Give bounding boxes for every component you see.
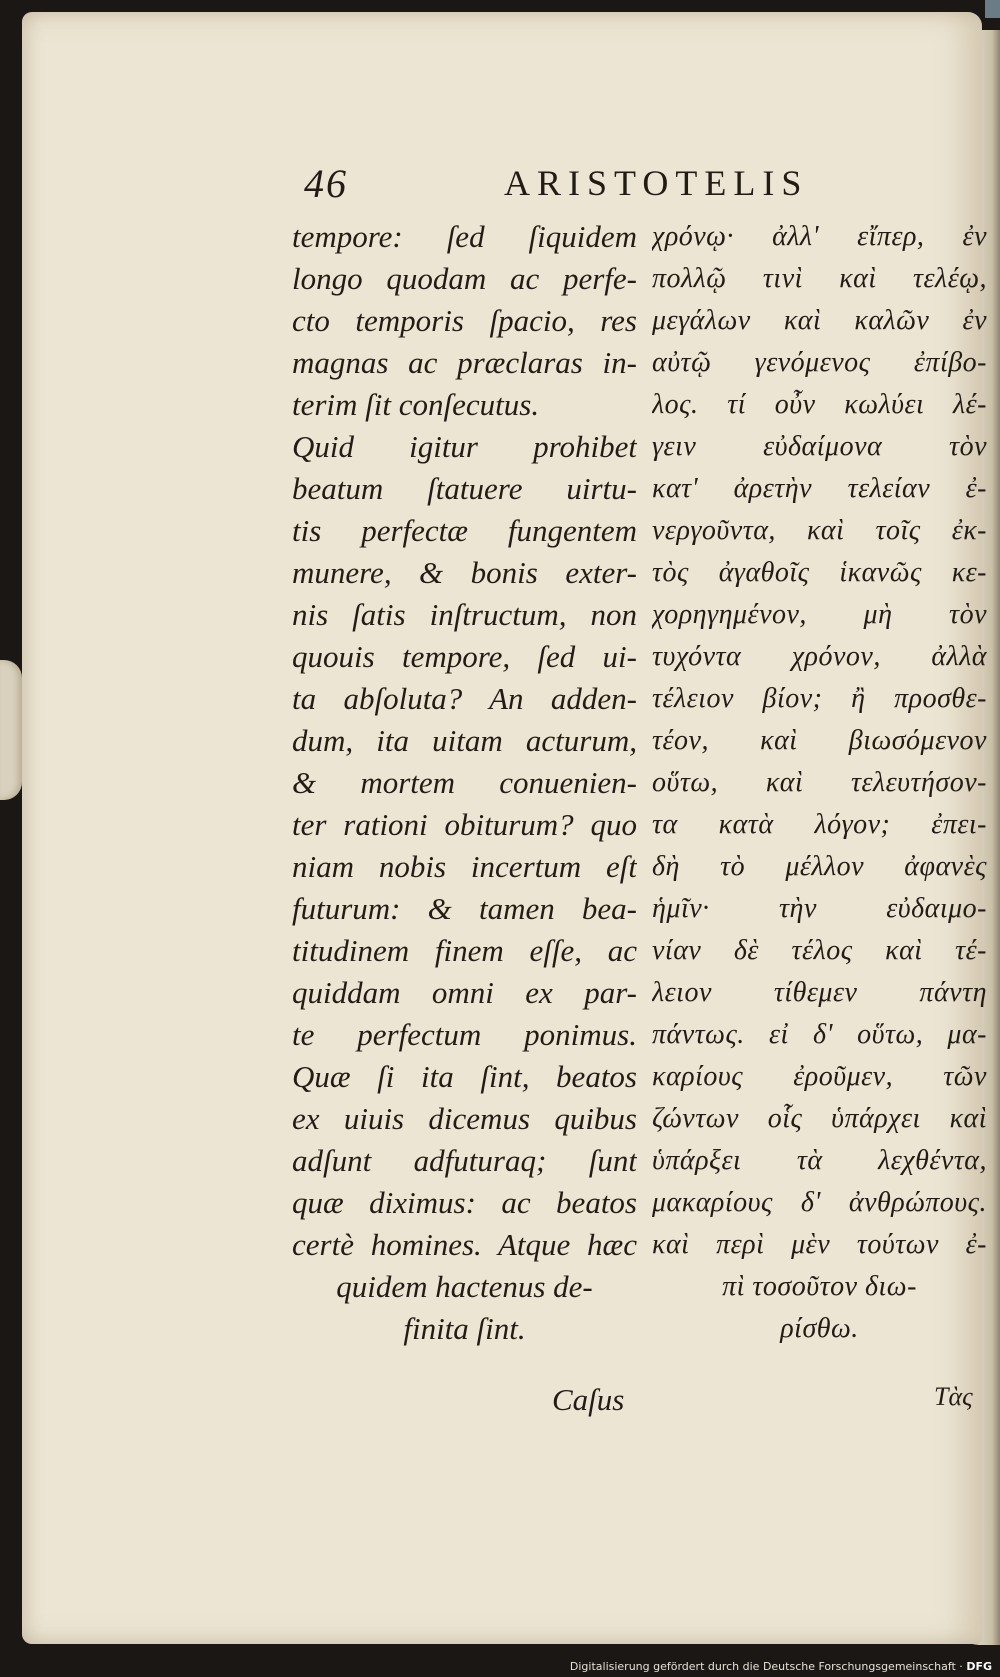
greek-line: πολλῷ τινὶ καὶ τελέῳ, (652, 263, 987, 294)
greek-line: ζώντων οἷς ὑπάρχει καὶ (652, 1103, 987, 1134)
latin-line: terim ſit conſecutus. (292, 387, 540, 422)
book-page (22, 12, 987, 1644)
greek-line: καὶ περὶ μὲν τούτων ἐ- (652, 1229, 987, 1260)
page-number: 46 (304, 161, 348, 206)
greek-column (652, 216, 987, 1350)
greek-line: γειν εὐδαίμονα τὸν (652, 431, 987, 462)
latin-line: magnas ac præclaras in- (292, 345, 637, 380)
latin-line: tempore: ſed ſiquidem (292, 219, 637, 254)
greek-line: τέλειον βίον; ἢ προσθε- (652, 683, 987, 714)
greek-line: καρίους ἐροῦμεν, τῶν (652, 1061, 987, 1092)
latin-line: ter rationi obiturum? quo (292, 807, 637, 842)
greek-line: πάντως. εἰ δ' οὕτω, μα- (652, 1019, 987, 1050)
greek-line: πὶ τοσοῦτον διω- (722, 1271, 917, 1302)
greek-line: μακαρίους δ' ἀνθρώπους. (652, 1187, 987, 1218)
greek-line: λειον τίθεμεν πάντη (652, 977, 987, 1008)
greek-line: ρίσθω. (780, 1313, 859, 1344)
latin-line: ex uiuis dicemus quibus (292, 1101, 637, 1136)
greek-line: χρόνῳ· ἀλλ' εἴπερ, ἐν (652, 221, 987, 252)
dfg-logo: DFG (966, 1660, 992, 1673)
latin-line: munere, & bonis exter- (292, 555, 637, 590)
greek-line: δὴ τὸ μέλλον ἀφανὲς (652, 851, 987, 882)
greek-catchword: Τὰς (934, 1382, 973, 1411)
latin-line: nis ſatis inſtructum, non (292, 597, 637, 632)
latin-line: niam nobis incertum eſt (292, 849, 637, 884)
latin-line: quæ diximus: ac beatos (292, 1185, 637, 1220)
latin-line: longo quodam ac perfe- (292, 261, 637, 296)
greek-line: ὑπάρξει τὰ λεχθέντα, (652, 1145, 987, 1176)
latin-line: certè homines. Atque hæc (292, 1227, 637, 1262)
latin-line: Quæ ſi ita ſint, beatos (292, 1059, 637, 1094)
latin-line: ta abſoluta? An adden- (292, 681, 637, 716)
latin-line: quouis tempore, ſed ui- (292, 639, 637, 674)
greek-line: νίαν δὲ τέλος καὶ τέ- (652, 935, 987, 966)
latin-line: titudinem finem eſſe, ac (292, 933, 637, 968)
latin-line: beatum ſtatuere uirtu- (292, 471, 637, 506)
latin-line: & mortem conuenien- (292, 765, 637, 800)
running-title: ARISTOTELIS (504, 163, 809, 203)
latin-line: dum, ita uitam acturum, (292, 723, 637, 758)
latin-line: quiddam omni ex par- (292, 975, 637, 1010)
latin-line: finita ſint. (403, 1311, 526, 1346)
greek-line: λος. τί οὖν κωλύει λέ- (652, 389, 987, 420)
greek-line: τα κατὰ λόγον; ἐπει- (652, 809, 987, 840)
latin-line: te perfectum ponimus. (292, 1017, 637, 1052)
greek-line: τυχόντα χρόνον, ἀλλὰ (652, 641, 987, 672)
greek-line: τέον, καὶ βιωσόμενον (652, 725, 987, 756)
latin-line: adſunt adfuturaq; ſunt (292, 1143, 637, 1178)
latin-catchword: Caſus (552, 1382, 625, 1417)
spine-band (985, 0, 1000, 18)
latin-line: cto temporis ſpacio, res (292, 303, 637, 338)
greek-line: οὕτω, καὶ τελευτήσον- (652, 767, 987, 798)
latin-column (292, 216, 637, 1350)
greek-line: ἡμῖν· τὴν εὐδαιμο- (652, 893, 987, 924)
greek-line: χορηγημένον, μὴ τὸν (652, 599, 987, 630)
greek-line: τὸς ἀγαθοῖς ἱκανῶς κε- (652, 557, 987, 588)
credit-text: Digitalisierung gefördert durch die Deutsche Forschungsgemeinschaft · (569, 1660, 967, 1673)
greek-line: μεγάλων καὶ καλῶν ἐν (652, 305, 987, 336)
greek-line: κατ' ἀρετὴν τελείαν ἐ- (652, 473, 987, 504)
latin-line: quidem hactenus de- (336, 1269, 593, 1304)
page-tab (0, 660, 22, 800)
latin-line: Quid igitur prohibet (292, 429, 637, 464)
greek-line: νεργοῦντα, καὶ τοῖς ἐκ- (652, 515, 987, 546)
latin-line: futurum: & tamen bea- (292, 891, 637, 926)
page-header (304, 160, 864, 206)
latin-line: tis perfectæ fungentem (292, 513, 637, 548)
digitization-credit (570, 1660, 992, 1673)
greek-line: αὐτῷ γενόμενος ἐπίβο- (652, 347, 987, 378)
